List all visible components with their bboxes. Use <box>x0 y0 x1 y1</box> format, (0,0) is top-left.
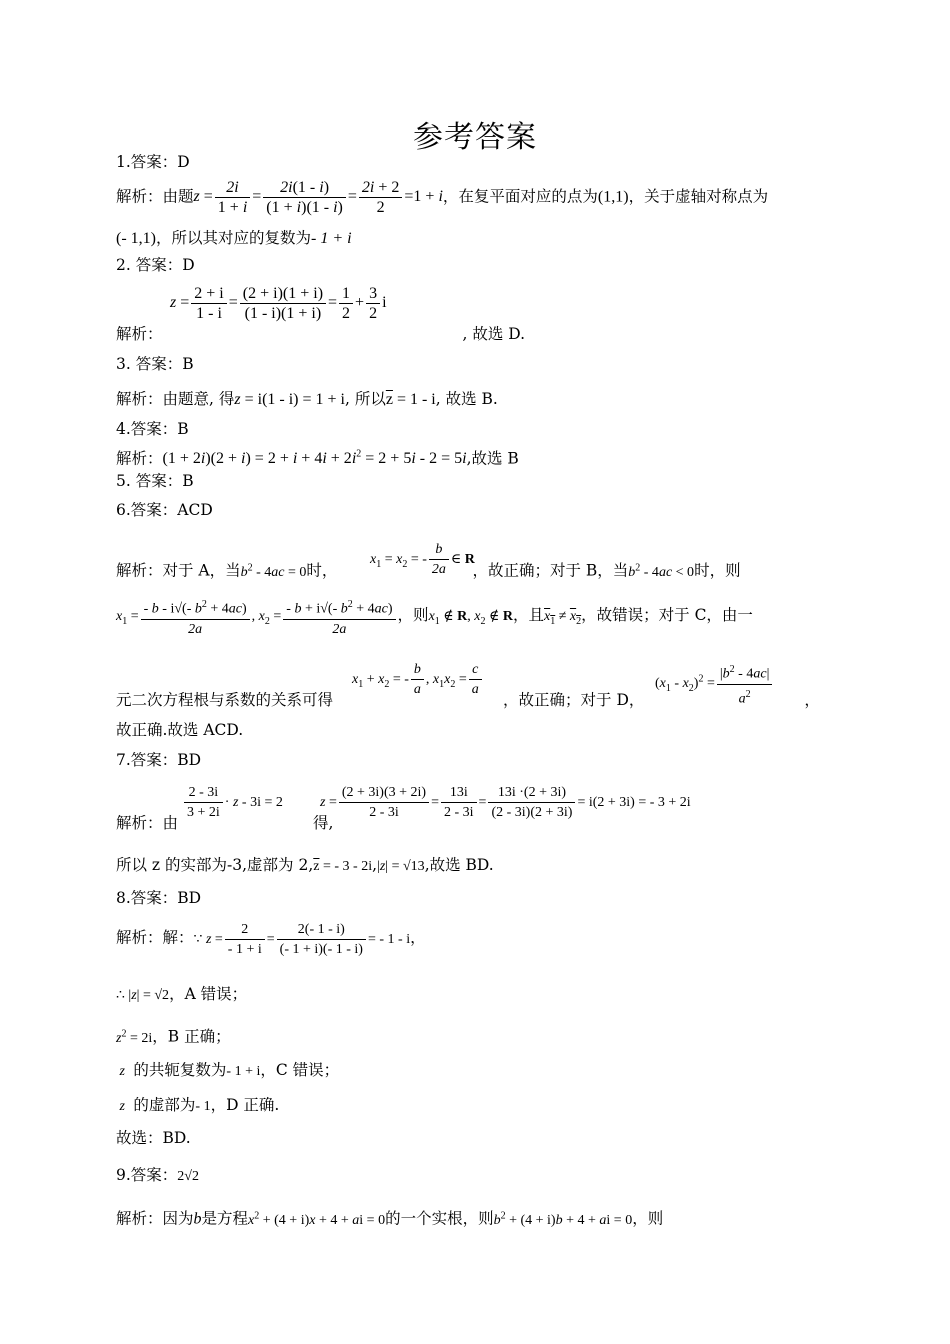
analysis-4: 解析：$(1 + 2i)(2 + i) = 2 + i + 4i + 2i^2 = 2 + 5i - 2 = 5i$,故选 B <box>116 449 519 468</box>
analysis-8-line2: ∴ |z| = √2，A 错误； <box>116 985 248 1003</box>
eq-6a: $x_1 = x_2$ = - $\frac{b}{2a}$ ∈ R <box>370 542 475 577</box>
answer-4: 4.答案：B <box>116 420 189 438</box>
analysis-2: 解析： , 故选 D. <box>116 325 526 343</box>
analysis-6-line4: 故正确.故选 ACD. <box>116 721 244 739</box>
eq-7a: $\frac{2 - 3i}{3 + 2i}$ · z - 3i = 2 <box>182 783 283 822</box>
eq-7b: z = $\frac{(2 + 3i)(3 + 2i)}{2 - 3i}$ = $\frac{13i}{2 - 3i}$ = $\frac{13i \cdot(2 + 3i)}{(2 - 3i)(2 + 3i)}$ = i(2 + 3i) = - 3 + 2i <box>320 785 691 820</box>
analysis-1-line1: 解析：由题z = $\frac{2i}{1 + i}$ = $\frac{2i(1 - i)}{(1 + i)(1 - i)}$ = $\frac{2i + 2}{2}$ =1 + i，在复平面对应的点为(1,1)，关于虚轴对称点为 <box>116 179 769 216</box>
analysis-8-line5: z 的虚部为- 1，D 正确. <box>116 1096 280 1114</box>
answer-7: 7.答案：BD <box>116 751 202 769</box>
answer-6: 6.答案：ACD <box>116 501 213 519</box>
page-title: 参考答案 <box>413 120 537 155</box>
answer-9: 9.答案：2√2 <box>116 1166 199 1184</box>
analysis-7-line1: 解析：由 得, <box>116 814 334 832</box>
analysis-6-line1: 解析：对于 A，当$b^2 - 4ac = 0$时， ，故正确；对于 B，当$b^2 - 4ac < 0$时，则 <box>116 561 741 580</box>
analysis-3: 解析：由题意, 得z = i(1 - i) = 1 + i, 所以$\overline{z} = 1 - i$, 故选 B. <box>116 390 498 408</box>
answer-1: 1.答案：D <box>116 153 190 171</box>
answer-8: 8.答案：BD <box>116 889 202 907</box>
eq-6d: $(x_1 - x_2)^2$ = $\frac{|b^2 - 4ac|}{a^2}$ <box>655 660 774 708</box>
analysis-1-line2: (- 1,1)，所以其对应的复数为- 1 + i <box>116 229 352 247</box>
analysis-8-line1: 解析：解：∵ z = $\frac{2}{- 1 + i}$ = $\frac{2(- 1 - i)}{(- 1 + i)(- 1 - i)}$ = - 1 - i， <box>116 922 426 957</box>
analysis-6-line3: 元二次方程根与系数的关系可得 ，故正确；对于 D， ， <box>116 691 820 709</box>
answer-2: 2. 答案：D <box>116 256 195 274</box>
analysis-7-line2: 所以 z 的实部为-3,虚部为 $2,\overline{z}$ = - 3 - 2i,|z| = √13,故选 BD. <box>116 856 494 874</box>
analysis-8-line3: $z^2 = 2i$，B 正确； <box>116 1027 231 1046</box>
eq-2: z = $\frac{2 + i}{1 - i}$ = $\frac{(2 + i)(1 + i)}{(1 - i)(1 + i)}$ = $\frac{1}{2}$ + $\frac{3}{2}$ i <box>170 285 387 322</box>
analysis-6-line2: $x_1$ = $\frac{- b - i√(- b^2 + 4ac)}{2a}$ , $x_2$ = $\frac{- b + i√(- b^2 + 4ac)}{2a}$ ，则$x_1$ ∉ R, $x_2$ ∉ R，且$x_1 \ne x_2$，故错误；对于 C，由一 <box>116 595 753 639</box>
answer-3: 3. 答案：B <box>116 355 194 373</box>
analysis-9-line1: 解析：因为b是方程$x^2 + (4 + i)x + 4$ + ai = 0的一个实根，则$b^2 + (4 + i)b + 4$ + ai = 0，则 <box>116 1209 664 1228</box>
analysis-8-line4: z 的共轭复数为- 1 + i，C 错误； <box>116 1061 340 1079</box>
answer-5: 5. 答案：B <box>116 472 194 490</box>
eq-6c: $x_1 + x_2$ = - $\frac{b}{a}$ , $x_1x_2$ = $\frac{c}{a}$ <box>352 660 484 699</box>
analysis-8-line6: 故选：BD. <box>116 1129 191 1147</box>
eq-1a: z = $\frac{2i}{1 + i}$ = $\frac{2i(1 - i)}{(1 + i)(1 - i)}$ = $\frac{2i + 2}{2}$ =1 + i <box>193 179 443 216</box>
